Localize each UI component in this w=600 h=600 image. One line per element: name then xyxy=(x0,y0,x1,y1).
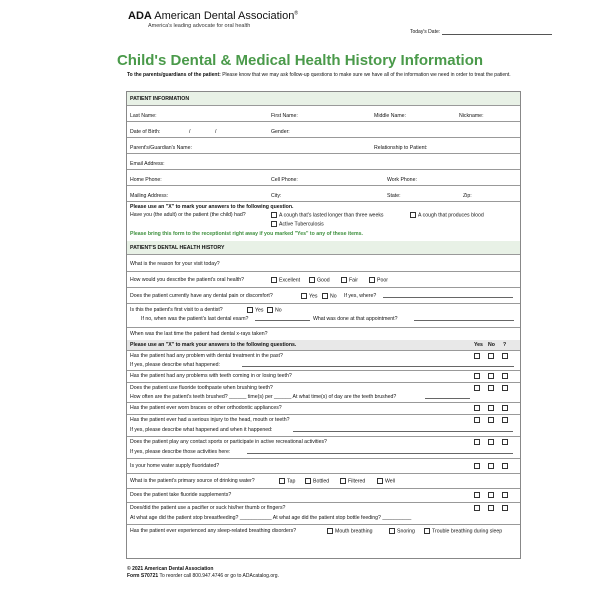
checkbox[interactable] xyxy=(502,353,508,359)
checkbox[interactable] xyxy=(488,463,494,469)
checkbox[interactable] xyxy=(474,505,480,511)
checkbox[interactable] xyxy=(474,417,480,423)
opt-filtered[interactable] xyxy=(340,478,365,484)
name-row[interactable] xyxy=(127,105,520,122)
option-label: Good xyxy=(317,277,330,284)
cell-phone-label: Cell Phone: xyxy=(271,177,298,183)
checkbox[interactable] xyxy=(279,478,285,484)
opt-bottled[interactable] xyxy=(305,478,329,484)
first-visit-label: Is this the patient's first visit to a dentist? xyxy=(130,307,223,313)
last-exam-line[interactable] xyxy=(255,315,310,321)
first-visit-row xyxy=(127,303,520,328)
q1-label: Has the patient had any problem with dental treatment in the past? xyxy=(130,353,283,359)
pain-yes[interactable] xyxy=(301,293,317,299)
q3-label: Does the patient use fluoride toothpaste when brushing teeth? xyxy=(130,385,273,391)
checkbox[interactable] xyxy=(488,405,494,411)
checkbox[interactable] xyxy=(271,221,277,227)
opt-fair[interactable] xyxy=(341,277,358,283)
what-done-label: What was done at that appointment? xyxy=(313,316,398,322)
option-label: Poor xyxy=(377,277,388,284)
todays-date-line xyxy=(442,34,552,35)
opt-snoring[interactable] xyxy=(389,528,415,534)
first-name-label: First Name: xyxy=(271,113,298,119)
q9-boxes[interactable] xyxy=(474,492,510,498)
opt-excellent[interactable] xyxy=(271,277,300,283)
form-number: Form S70721 xyxy=(127,573,159,579)
checkbox[interactable] xyxy=(341,277,347,283)
q7-row xyxy=(127,458,520,474)
last-name-label: Last Name: xyxy=(130,113,157,119)
checkbox[interactable] xyxy=(488,439,494,445)
checkbox[interactable] xyxy=(305,478,311,484)
checkbox[interactable] xyxy=(389,528,395,534)
q6-followup: If yes, please describe those activities here: xyxy=(130,449,231,455)
checkbox[interactable] xyxy=(271,277,277,283)
copyright-text: © 2021 American Dental Association xyxy=(127,566,214,572)
q5-row xyxy=(127,414,520,437)
where-label: If yes, where? xyxy=(344,293,377,299)
q6-boxes[interactable] xyxy=(474,439,510,445)
tb-opt3-label: Active Tuberculosis xyxy=(279,221,324,228)
checkbox[interactable] xyxy=(271,212,277,218)
checkbox[interactable] xyxy=(267,307,273,313)
q5-boxes[interactable] xyxy=(474,417,510,423)
checkbox[interactable] xyxy=(488,492,494,498)
checkbox[interactable] xyxy=(309,277,315,283)
nickname-label: Nickname: xyxy=(459,113,484,119)
checkbox[interactable] xyxy=(502,417,508,423)
checkbox[interactable] xyxy=(502,385,508,391)
q3-boxes[interactable] xyxy=(474,385,510,391)
x-instructions: Please use an "X" to mark your answers to the following questions. xyxy=(130,342,297,348)
q3-followup: How often are the patient's teeth brushed? ______ time(s) per ______ At what time(s) of day are the teeth brushed? xyxy=(130,394,397,400)
q1-followup: If yes, please describe what happened: xyxy=(130,362,220,368)
checkbox[interactable] xyxy=(410,212,416,218)
opt-good[interactable] xyxy=(309,277,330,283)
logo-ada: ADA xyxy=(128,10,152,22)
guardian-row[interactable] xyxy=(127,137,520,154)
pain-label: Does the patient currently have any dental pain or discomfort? xyxy=(130,293,273,299)
option-label: No xyxy=(330,293,337,300)
email-row[interactable] xyxy=(127,153,520,170)
q5-line[interactable] xyxy=(293,426,513,432)
xrays-label: When was the last time the patient had dental x-rays taken? xyxy=(130,331,268,337)
q10-boxes[interactable] xyxy=(474,505,510,511)
checkbox[interactable] xyxy=(474,439,480,445)
opt-trouble-breathing[interactable] xyxy=(424,528,502,534)
q5-followup: If yes, please describe what happened and when it happened: xyxy=(130,427,273,433)
q9-row xyxy=(127,488,520,503)
q11-row xyxy=(127,524,520,537)
pain-no[interactable] xyxy=(322,293,337,299)
intro-body: Please know that we may ask follow-up questions to make sure we have all of the information we need in order to treat the patient. xyxy=(220,72,511,78)
q10-row xyxy=(127,502,520,525)
opt-tap[interactable] xyxy=(279,478,295,484)
col-no: No xyxy=(488,342,495,348)
patient-info-header xyxy=(127,92,520,106)
q10-label: Does/did the patient use a pacifier or suck his/her thumb or fingers? xyxy=(130,505,286,511)
email-label: Email Address: xyxy=(130,161,165,167)
checkbox[interactable] xyxy=(474,463,480,469)
option-label: Filtered xyxy=(348,478,366,485)
q6-row xyxy=(127,436,520,459)
history-form xyxy=(126,91,521,559)
checkbox[interactable] xyxy=(488,505,494,511)
oral-health-row xyxy=(127,271,520,288)
col-unsure: ? xyxy=(503,342,507,348)
checkbox[interactable] xyxy=(474,385,480,391)
option-label: Yes xyxy=(309,293,318,300)
tb-opt1[interactable] xyxy=(271,212,384,218)
pain-row xyxy=(127,287,520,304)
dental-history-header xyxy=(127,241,520,255)
checkbox[interactable] xyxy=(502,505,508,511)
logo-reg: ® xyxy=(294,10,298,17)
q1-row xyxy=(127,350,520,371)
first-visit-no[interactable] xyxy=(267,307,282,313)
checkbox[interactable] xyxy=(474,353,480,359)
checkbox[interactable] xyxy=(488,373,494,379)
option-label: Mouth breathing xyxy=(335,528,373,535)
last-exam-label: If no, when was the patient's last dental exam? xyxy=(141,316,249,322)
q3-line[interactable] xyxy=(425,393,470,399)
checkbox[interactable] xyxy=(322,293,328,299)
dob-label: Date of Birth: xyxy=(130,129,161,135)
middle-name-label: Middle Name: xyxy=(374,113,407,119)
tb-opt1-label: A cough that's lasted longer than three weeks xyxy=(279,212,384,219)
checkbox[interactable] xyxy=(474,405,480,411)
x-instructions: Please use an "X" to mark your answers to the following question. xyxy=(130,204,294,210)
guardian-label: Parent's/Guardian's Name: xyxy=(130,145,192,151)
col-yes: Yes xyxy=(474,342,483,348)
city-label: City: xyxy=(271,193,282,199)
gender-label: Gender: xyxy=(271,129,290,135)
what-done-line[interactable] xyxy=(414,315,514,321)
checkbox[interactable] xyxy=(340,478,346,484)
todays-date-field[interactable] xyxy=(410,29,552,35)
section-heading: PATIENT'S DENTAL HEALTH HISTORY xyxy=(130,245,225,251)
section-heading: PATIENT INFORMATION xyxy=(130,96,190,102)
where-line[interactable] xyxy=(383,292,513,298)
q7-boxes[interactable] xyxy=(474,463,510,469)
opt-well[interactable] xyxy=(377,478,395,484)
checkbox[interactable] xyxy=(502,373,508,379)
checkbox[interactable] xyxy=(502,439,508,445)
reorder-text: To reorder call 800.947.4746 or go to ADAcatalog.org. xyxy=(158,573,279,579)
checkbox[interactable] xyxy=(474,373,480,379)
option-label: Fair xyxy=(349,277,358,284)
copyright xyxy=(127,566,279,573)
checkbox[interactable] xyxy=(488,385,494,391)
q2-label: Has the patient had any problems with teeth coming in or losing teeth? xyxy=(130,373,292,379)
q1-boxes[interactable] xyxy=(474,353,510,359)
tb-opt2[interactable] xyxy=(410,212,484,218)
state-label: State: xyxy=(387,193,401,199)
option-label: Bottled xyxy=(313,478,330,485)
dob-row[interactable] xyxy=(127,121,520,138)
first-visit-yes[interactable] xyxy=(247,307,263,313)
mailing-label: Mailing Address: xyxy=(130,193,169,199)
checkbox[interactable] xyxy=(369,277,375,283)
footer xyxy=(127,566,279,580)
ada-logo xyxy=(128,10,298,22)
q6-line[interactable] xyxy=(247,448,513,454)
reason-label: What is the reason for your visit today? xyxy=(130,261,220,267)
q10-followup: At what age did the patient stop breastfeeding? ___________ At what age did the patient stop bottle feeding? __________ xyxy=(130,515,412,521)
relationship-label: Relationship to Patient: xyxy=(374,145,428,151)
page-title: Child's Dental & Medical Health History Information xyxy=(116,52,484,69)
option-label: Trouble breathing during sleep xyxy=(432,528,503,535)
q11-label: Has the patient ever experienced any sleep-related breathing disorders? xyxy=(130,528,297,534)
home-phone-label: Home Phone: xyxy=(130,177,162,183)
checkbox[interactable] xyxy=(301,293,307,299)
logo-tagline: America's leading advocate for oral health xyxy=(148,23,251,29)
todays-date-label: Today's Date: xyxy=(410,29,441,35)
work-phone-label: Work Phone: xyxy=(387,177,417,183)
tb-opt3[interactable] xyxy=(271,221,324,227)
reorder-line xyxy=(127,573,279,580)
zip-label: Zip: xyxy=(463,193,472,199)
xrays-row[interactable] xyxy=(127,327,520,341)
q7-label: Is your home water supply fluoridated? xyxy=(130,463,220,469)
opt-poor[interactable] xyxy=(369,277,388,283)
checkbox[interactable] xyxy=(488,353,494,359)
option-label: Snoring xyxy=(397,528,415,535)
q8-label: What is the patient's primary source of drinking water? xyxy=(130,478,255,484)
tb-question-block xyxy=(127,201,520,242)
address-row[interactable] xyxy=(127,185,520,202)
phone-row[interactable] xyxy=(127,169,520,186)
checkbox[interactable] xyxy=(502,492,508,498)
option-label: Tap xyxy=(287,478,296,485)
option-label: Excellent xyxy=(279,277,301,284)
checkbox[interactable] xyxy=(424,528,430,534)
checkbox[interactable] xyxy=(247,307,253,313)
checkbox[interactable] xyxy=(502,463,508,469)
q2-boxes[interactable] xyxy=(474,373,510,379)
q8-row xyxy=(127,473,520,489)
checkbox[interactable] xyxy=(377,478,383,484)
intro-text xyxy=(127,72,522,79)
checkbox[interactable] xyxy=(488,417,494,423)
reason-row[interactable] xyxy=(127,254,520,272)
q5-label: Has the patient ever had a serious injury to the head, mouth or teeth? xyxy=(130,417,290,423)
option-label: No xyxy=(275,307,282,314)
tb-question: Have you (the adult) or the patient (the child) had? xyxy=(130,212,246,218)
option-label: Well xyxy=(385,478,395,485)
opt-mouth-breathing[interactable] xyxy=(327,528,373,534)
tb-notice: Please bring this form to the receptionist right away if you marked "Yes" to any of these items. xyxy=(130,231,363,237)
logo-name: American Dental Association xyxy=(154,10,295,22)
checkbox[interactable] xyxy=(502,405,508,411)
intro-bold: To the parents/guardians of the patient: xyxy=(127,72,221,78)
describe-label: How would you describe the patient's oral health? xyxy=(130,277,245,283)
checkbox[interactable] xyxy=(327,528,333,534)
q4-boxes[interactable] xyxy=(474,405,510,411)
q3-row xyxy=(127,382,520,403)
q1-line[interactable] xyxy=(242,361,514,367)
q4-label: Has the patient ever worn braces or other orthodontic appliances? xyxy=(130,405,282,411)
dob-slash-2: / xyxy=(215,129,217,135)
q9-label: Does the patient take fluoride supplements? xyxy=(130,492,232,498)
tb-opt2-label: A cough that produces blood xyxy=(418,212,484,219)
q6-label: Does the patient play any contact sports or participate in active recreational activities? xyxy=(130,439,327,445)
dob-slash-1: / xyxy=(189,129,191,135)
checkbox[interactable] xyxy=(474,492,480,498)
option-label: Yes xyxy=(255,307,264,314)
